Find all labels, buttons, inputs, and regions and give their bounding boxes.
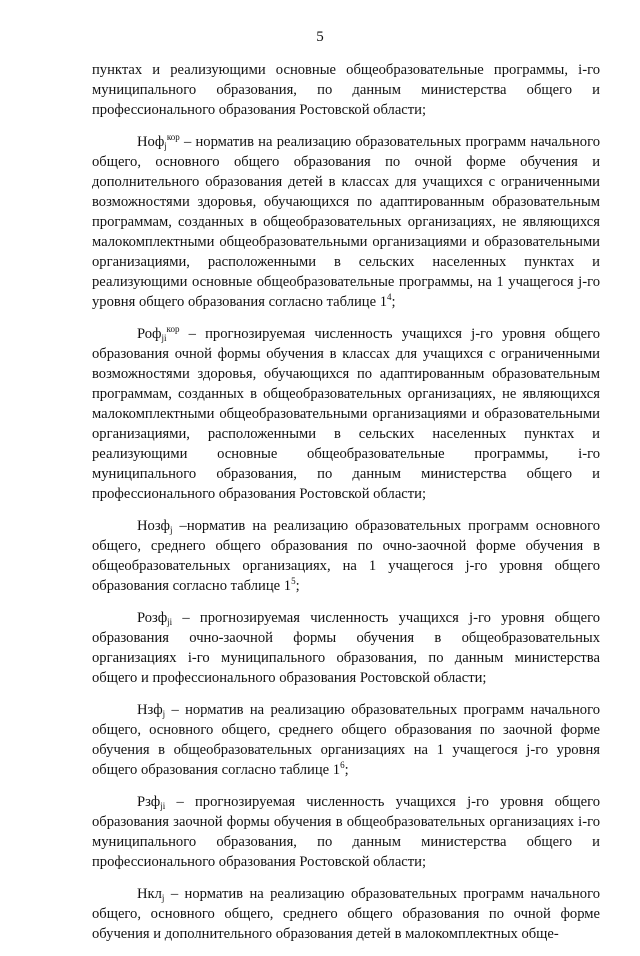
paragraph: [92, 884, 600, 944]
paragraph-text: –норматив на реализацию образовательных программ основного общего, среднего общего образования по очно-заочной форме обучения в общеобразовательных организациях, на 1 учащегося j-го уровня общего образования согласно таблице 1: [92, 518, 600, 594]
paragraph: Нозф$_j$ –норматив на реализацию образовательных программ основного общего, среднего общего образования по очно-заочной форме обучения в общеобразовательных организациях, на 1 учащегося j-го уровня общего образования согласно таблице 1$^5$;: [92, 518, 600, 594]
paragraph: Нзф$_j$ – норматив на реализацию образовательных программ начального общего, основного общего, среднего общего образования по заочной форме обучения в общеобразовательных организациях на 1 учащегося j-го уровня общего образования согласно таблице 1$^6$;: [92, 702, 600, 778]
paragraph-text: – норматив на реализацию образовательных программ начального общего, основного общего, среднего общего образования по заочной форме обучения в общеобразовательных организациях на 1 учащегося j-го уровня общего образования согласно таблице 1: [92, 702, 600, 778]
formula-symbol: Нозф$_j$: [137, 518, 173, 535]
formula-symbol: Нзф$_j$: [137, 702, 166, 719]
formula-symbol: Розф$_{ji}$: [137, 610, 173, 627]
formula-symbol: Рзф$_{ji}$: [137, 794, 166, 811]
footnote-ref[interactable]: 4: [387, 292, 392, 302]
paragraph-text: пунктах и реализующими основные общеобразовательные программы, i-го муниципального образования, по данным министерства общего и профессионального образования Ростовской области;: [92, 62, 600, 118]
document-body: [92, 60, 600, 956]
paragraph-text: – прогнозируемая численность учащихся j-го уровня общего образования очно-заочной формы обучения в общеобразовательных организациях i-го муниципального образования, по данным министерства общего и профессионального образования Ростовской области;: [92, 610, 600, 686]
formula-symbol: Роф$_{ji}^{кор}$: [137, 324, 180, 343]
paragraph-text: – прогнозируемая численность учащихся j-го уровня общего образования заочной формы обучения в общеобразовательных организациях i-го муниципального образования, по данным министерства общего и профессионального образования Ростовской области;: [92, 794, 600, 870]
footnote-ref[interactable]: 5: [291, 576, 296, 586]
formula-symbol: Нкл$_j$: [137, 886, 165, 903]
paragraph: [92, 324, 600, 504]
formula-symbol: Ноф$_j^{кор}$: [137, 132, 180, 151]
paragraph-text: – норматив на реализацию образовательных программ начального общего, основного общего, среднего общего образования по очной форме обучения и дополнительного образования детей в малокомплектных обще-: [92, 886, 600, 942]
paragraph: [92, 792, 600, 872]
page-number: 5: [316, 29, 324, 45]
footnote-ref[interactable]: 6: [340, 760, 345, 770]
paragraph: [92, 60, 600, 120]
paragraph: Ноф$_j^{кор}$ – норматив на реализацию образовательных программ начального общего, основного общего образования по очной форме обучения и дополнительного образования детей в классах для учащихся с ограниченными возможностями здоровья, обучающихся по адаптированным образовательным программам, созданных в общеобразовательных организациях, не являющихся малокомплектными общеобразовательными организациями и образовательными организациями, расположенными в сельских населенных пунктах и реализующими основные общеобразовательные программы, на 1 учащегося j-го уровня общего образования согласно таблице 1$^4$;: [92, 132, 600, 310]
paragraph-text: – норматив на реализацию образовательных программ начального общего, основного общего образования по очной форме обучения и дополнительного образования детей в классах для учащихся с ограниченными возможностями здоровья, обучающихся по адаптированным образовательным программам, созданных в общеобразовательных организациях, не являющихся малокомплектными общеобразовательными организациями и образовательными организациями, расположенными в сельских населенных пунктах и реализующими основные общеобразовательные программы, на 1 учащегося j-го уровня общего образования согласно таблице 1: [92, 134, 600, 310]
paragraph-text: – прогнозируемая численность учащихся j-го уровня общего образования очной формы обучения в классах для учащихся с ограниченными возможностями здоровья, обучающихся по адаптированным образовательным программам, созданных в общеобразовательных организациях, не являющихся малокомплектными общеобразовательными организациями и образовательными организациями, расположенными в сельских населенных пунктах и реализующими основные общеобразовательные программы, i-го муниципального образования, по данным министерства общего и профессионального образования Ростовской области;: [92, 326, 600, 502]
paragraph: [92, 608, 600, 688]
